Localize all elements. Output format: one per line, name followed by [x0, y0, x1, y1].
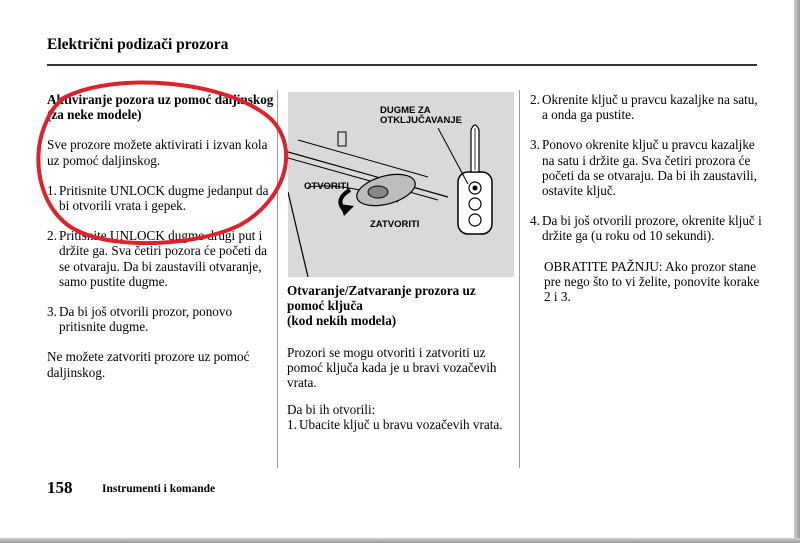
step-text: Pritisnite UNLOCK dugme drugi put i držite ga. Sva četiri pozora će početi da se otvaraju. Da bi zaustavili otvaranje, samo pustite dugme. [59, 228, 267, 289]
step-number: 1. [287, 417, 297, 433]
step-text: Da bi još otvorili prozore, okrenite ključ i držite ga (u roku od 10 sekundi). [542, 213, 762, 244]
step-text: Okrenite ključ u pravcu kazaljke na satu, a onda ga pustite. [542, 92, 758, 123]
section-name: Instrumenti i komande [102, 483, 216, 495]
step-text: Pritisnite UNLOCK dugme jedanput da bi otvorili vrata i gepek. [59, 182, 269, 214]
page-shadow-bottom [0, 538, 800, 543]
column-divider [277, 90, 278, 468]
page-number: 158 [47, 478, 73, 497]
list-item [530, 92, 765, 122]
column-key-continued [530, 92, 765, 304]
step-number: 4. [530, 213, 540, 229]
step-number: 2. [530, 92, 540, 107]
step-text: Ubacite ključ u bravu vozačevih vrata. [299, 417, 503, 433]
column-remote [47, 92, 275, 380]
column-key [287, 283, 515, 433]
step-number: 3. [47, 304, 57, 320]
paragraph-note-remote: Ne možete zatvoriti prozore uz pomoć daljinskog. [47, 349, 250, 380]
figure-label-unlock-button: DUGME ZA OTKLJUČAVANJE [380, 105, 462, 126]
key-illustration [288, 92, 514, 277]
section-heading-remote: Aktiviranje pozora uz pomoć daljinskog [47, 92, 274, 107]
section-subheading-key: (kod nekih modela) [287, 313, 397, 329]
section-heading-key: Otvaranje/Zatvaranje prozora uz pomoć ključa [287, 283, 476, 314]
step-text: Da bi još otvorili prozor, ponovo pritisnite dugme. [59, 304, 233, 335]
paragraph-lead-key: Da bi ih otvorili: [287, 402, 376, 418]
column-divider [519, 90, 520, 468]
figure-label-close: ZATVORITI [370, 219, 420, 230]
list-item [47, 183, 275, 213]
page-shadow-right [794, 0, 800, 543]
list-item [287, 417, 515, 432]
title-rule [47, 64, 757, 66]
step-number: 3. [530, 137, 540, 153]
step-number: 1. [47, 182, 57, 198]
step-number: 2. [47, 228, 57, 244]
paragraph-intro-remote: Sve prozore možete aktivirati i izvan kola uz pomoć daljinskog. [47, 137, 268, 168]
list-item [530, 213, 765, 243]
list-item [530, 137, 765, 198]
section-subheading-remote: (za neke modele) [47, 107, 142, 123]
paragraph-note-key: OBRATITE PAŽNJU: Ako prozor stane pre nego što to vi želite, ponovite korake 2 i 3. [544, 258, 760, 305]
figure-label-open: OTVORITI [304, 181, 349, 192]
step-text: Ponovo okrenite ključ u pravcu kazaljke na satu i držite ga. Sva četiri prozora će početi da se otvaraju. Da bi ih zaustavili, ostavite ključ. [542, 137, 757, 199]
paragraph-intro-key: Prozori se mogu otvoriti i zatvoriti uz pomoć ključa kada je u bravi vozačevih vrata. [287, 344, 497, 391]
list-item [47, 228, 275, 289]
page-title: Električni podizači prozora [47, 36, 229, 53]
list-item [47, 304, 275, 334]
